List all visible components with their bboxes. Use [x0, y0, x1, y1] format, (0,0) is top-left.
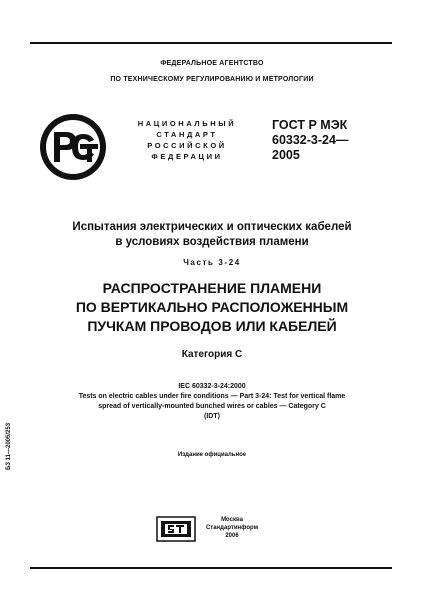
- english-line: IEC 60332-3-24:2000: [178, 383, 246, 390]
- title-line: в условиях воздействия пламени: [115, 236, 309, 248]
- publisher-line: 2006: [225, 533, 239, 539]
- designation-line: ГОСТ Р МЭК: [272, 118, 348, 132]
- designation-line: 2005: [272, 148, 300, 162]
- agency-line-2: ПО ТЕХНИЧЕСКОМУ РЕГУЛИРОВАНИЮ И МЕТРОЛОГИИ: [110, 76, 314, 83]
- document-subtitle: [0, 279, 424, 336]
- category-label: Категория С: [181, 349, 243, 360]
- english-line: (IDT): [204, 413, 220, 420]
- publisher-line: Москва: [221, 517, 243, 523]
- publisher-line: Стандартинформ: [205, 525, 259, 531]
- national-standard-label: [122, 118, 252, 162]
- subtitle-line: РАСПРОСТРАНЕНИЕ ПЛАМЕНИ: [102, 280, 322, 296]
- national-line: РОССИЙСКОЙ: [147, 141, 227, 150]
- bottom-rule: [30, 567, 392, 569]
- national-line: СТАНДАРТ: [156, 130, 218, 139]
- english-line: Tests on electric cables under fire conditions — Part 3-24: Test for vertical flame: [78, 393, 346, 400]
- side-code: БЗ 11—2005/253: [6, 422, 12, 470]
- subtitle-line: ПО ВЕРТИКАЛЬНО РАСПОЛОЖЕННЫМ: [75, 299, 349, 315]
- part-label: Часть 3-24: [183, 258, 241, 267]
- publisher-block: [196, 516, 268, 540]
- standartinform-logo-icon: [156, 516, 196, 542]
- rst-emblem-icon: [38, 112, 108, 182]
- english-title-block: [0, 382, 424, 422]
- standard-designation: [272, 118, 392, 163]
- designation-line: 60332-3-24—: [272, 133, 349, 147]
- national-line: ФЕДЕРАЦИИ: [151, 152, 223, 161]
- top-rule: [30, 42, 392, 44]
- edition-label: Издание официальное: [177, 452, 247, 458]
- agency-line-1: ФЕДЕРАЛЬНОЕ АГЕНТСТВО: [160, 60, 264, 67]
- english-line: spread of vertically-mounted bunched wires or cables — Category C: [98, 403, 326, 410]
- national-line: НАЦИОНАЛЬНЫЙ: [137, 119, 237, 128]
- subtitle-line: ПУЧКАМ ПРОВОДОВ ИЛИ КАБЕЛЕЙ: [87, 318, 337, 334]
- document-title: [0, 220, 424, 250]
- title-line: Испытания электрических и оптических кабелей: [72, 221, 352, 233]
